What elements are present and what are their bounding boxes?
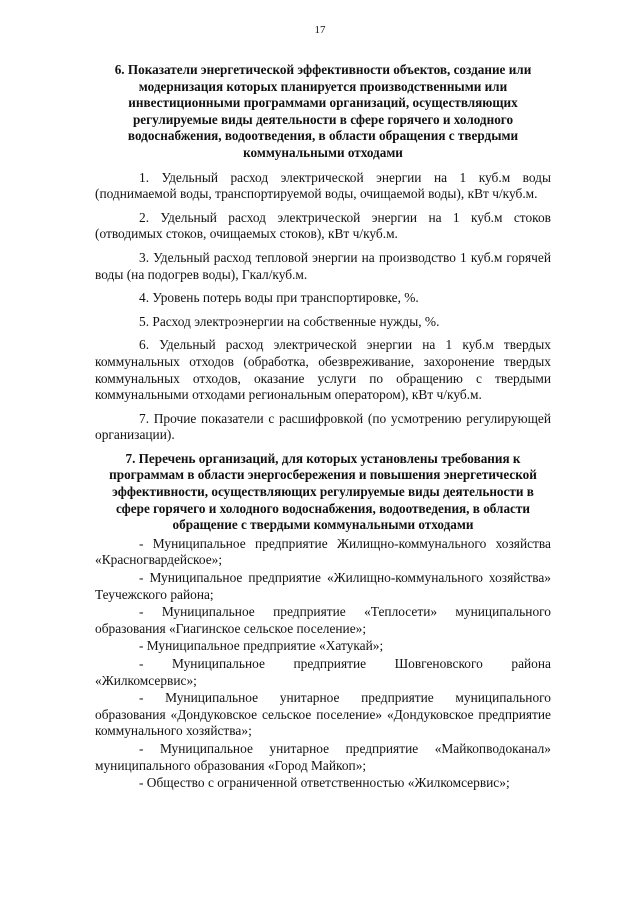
indicator-item-1: 1. Удельный расход электрической энергии на 1 куб.м воды (поднимаемой воды, транспортируемой воды, очищаемой воды), кВт ч/куб.м. xyxy=(95,169,551,202)
indicator-item-5: 5. Расход электроэнергии на собственные нужды, %. xyxy=(139,313,440,329)
indicator-item-4: 4. Уровень потерь воды при транспортировке, %. xyxy=(139,290,419,306)
indicator-item-3: 3. Удельный расход тепловой энергии на производство 1 куб.м горячей воды (на подогрев воды), Гкал/куб.м. xyxy=(95,249,551,282)
organization-item-1: - Муниципальное предприятие Жилищно-коммунального хозяйства «Красногвардейское»; xyxy=(95,535,551,568)
page-number: 17 xyxy=(314,24,326,36)
organization-item-5: - Муниципальное предприятие Шовгеновского района «Жилкомсервис»; xyxy=(95,656,551,688)
section-7-heading: 7. Перечень организаций, для которых установлены требования к программам в области энергосбережения и повышения энергетической эффективности, осуществляющих регулируемые виды деятельности в сфере горячего и холодного водоснабжения, водоотведения, в области обращение с твердыми коммунальными отходами xyxy=(109,450,537,533)
indicator-item-2: 2. Удельный расход электрической энергии на 1 куб.м стоков (отводимых стоков, очищаемых стоков), кВт ч/куб.м. xyxy=(95,209,551,242)
indicator-item-6: 6. Удельный расход электрической энергии на 1 куб.м твердых коммунальных отходов (обработка, обезвреживание, захоронение твердых коммунальных отходов, оказание услуги по обращению с твердыми коммунальными отходами региональным оператором), кВт ч/куб.м. xyxy=(95,337,551,403)
organization-item-2: - Муниципальное предприятие «Жилищно-коммунального хозяйства» Теучежского района; xyxy=(95,570,551,602)
organization-item-6: - Муниципальное унитарное предприятие муниципального образования «Дондуковское сельское поселение» «Дондуковское предприятие коммунального хозяйства»; xyxy=(95,690,551,739)
organization-item-4: - Муниципальное предприятие «Хатукай»; xyxy=(139,638,384,654)
organization-item-3: - Муниципальное предприятие «Теплосети» муниципального образования «Гиагинское сельское поселение»; xyxy=(95,604,551,636)
organization-item-7: - Муниципальное унитарное предприятие «Майкопводоканал» муниципального образования «Город Майкоп»; xyxy=(95,740,551,773)
page-content xyxy=(95,62,551,793)
organization-item-8: - Общество с ограниченной ответственностью «Жилкомсервис»; xyxy=(139,775,510,791)
indicator-item-7: 7. Прочие показатели с расшифровкой (по усмотрению регулирующей организации). xyxy=(95,410,551,443)
section-6-heading: 6. Показатели энергетической эффективности объектов, создание или модернизация которых планируется производственными или инвестиционными программами организаций, осуществляющих регулируемые виды деятельности в сфере горячего и холодного водоснабжения, водоотведения, в области обращения с твердыми коммунальными отходами xyxy=(114,62,532,160)
